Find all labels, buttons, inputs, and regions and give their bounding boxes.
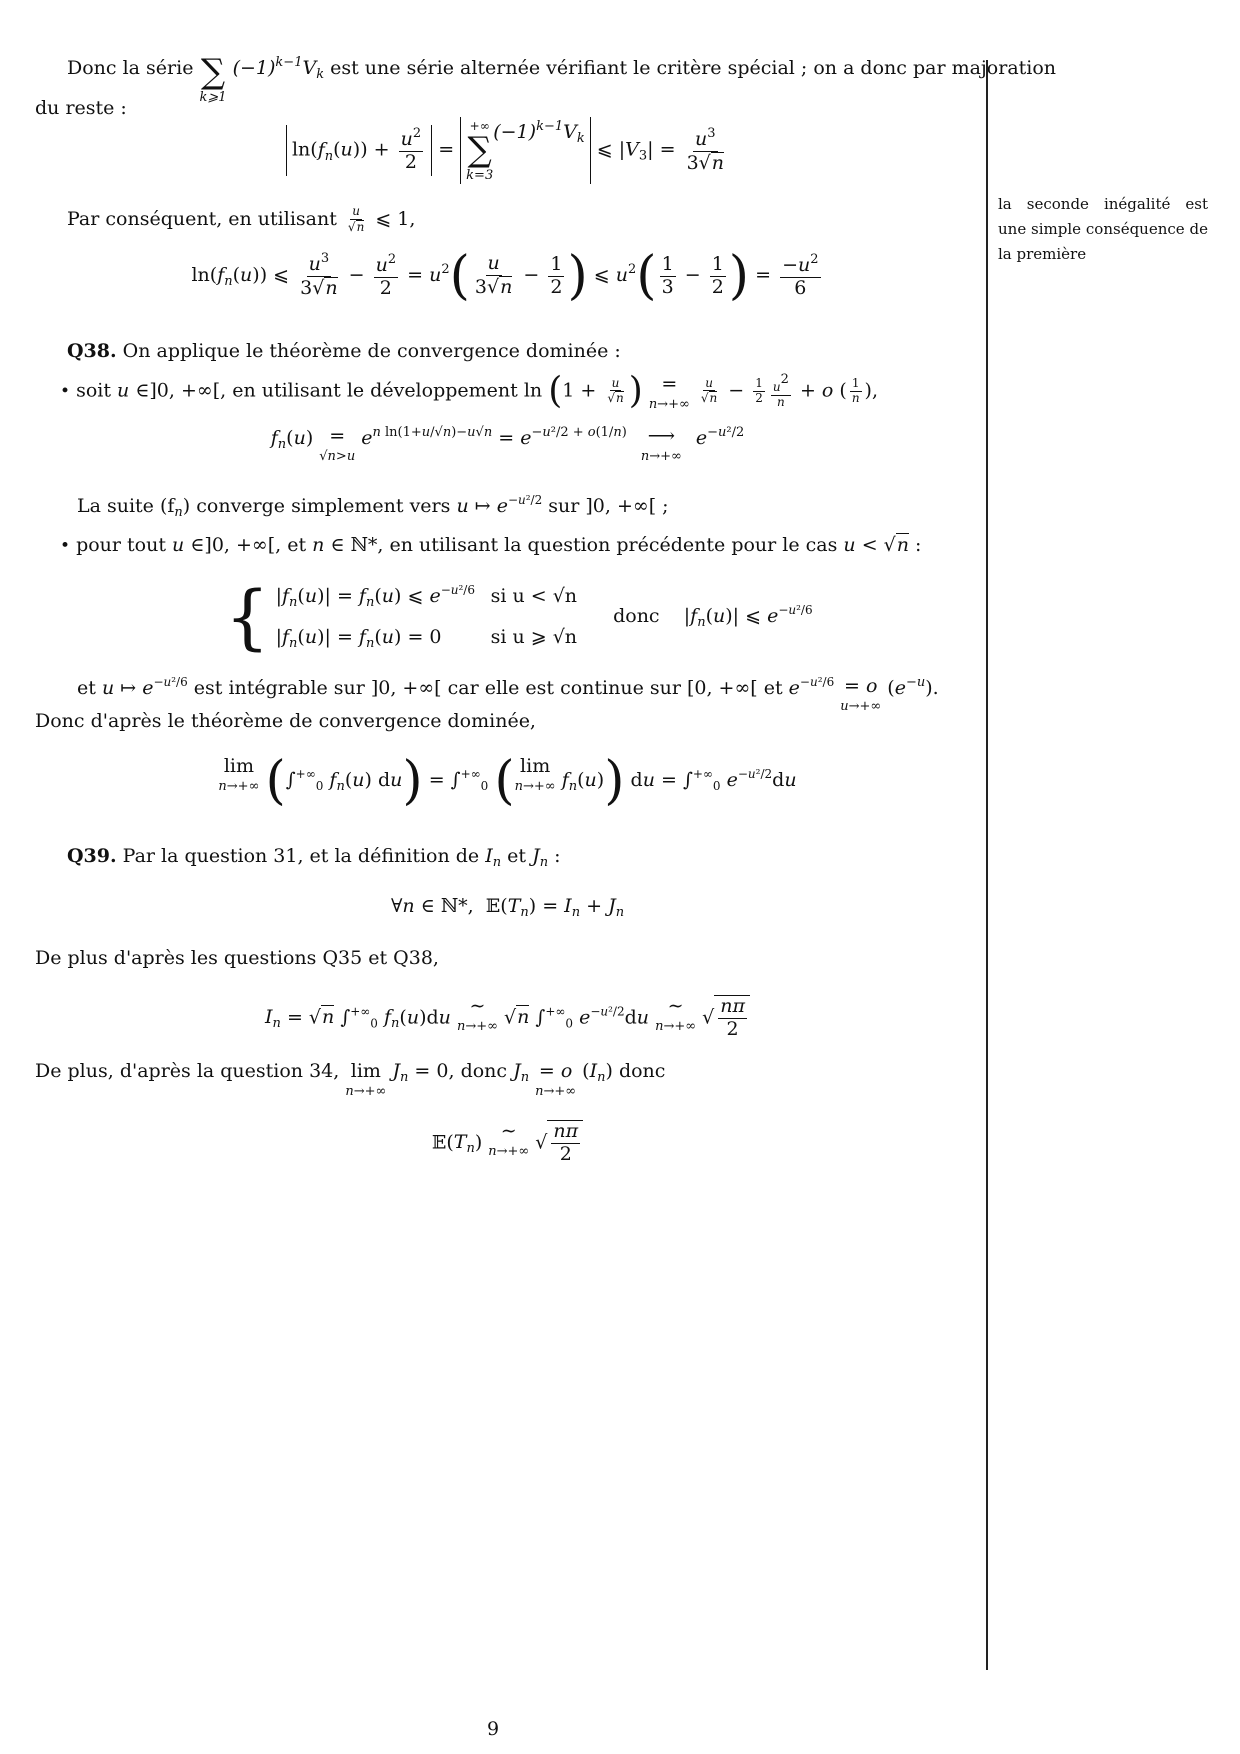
q39-and: et (507, 845, 527, 867)
donc-word: donc (613, 605, 660, 628)
q38-convergence: La suite $(f_n)$ converge simplement vers u ↦ $e^{-u^2/2}$ sur ]0, +∞[ ; (77, 493, 669, 520)
q39-intro: Par la question 31, et la définition de (122, 845, 480, 867)
q38-bullet-2: • pour tout u ∈]0, +∞[, et n ∈ ℕ*, en utilisant la question précédente pour le cas u < √n : (60, 534, 922, 556)
margin-note: la seconde inégalité est une simple conséquence de la première (998, 195, 1208, 263)
conv-text-a: La suite (f (77, 495, 175, 517)
equation-ln-bound: $\ln(f_n(u))$ ⩽ $\frac{u^3}{3√n}$ − $\frac{u^2}{2}$ = $u^2$( $\frac{u}{3√n}$ − $\frac{1}{2}$ ) ⩽ $u^2$( $\frac{1}{3}$ − $\frac{1}{2}$ ) = $\frac{-u^2}{6}$ (191, 246, 819, 306)
q38-b1-text-b: , en utilisant le développement (220, 379, 518, 402)
equation-final: $𝔼(T_n)$ ∼ n→+∞ √ $\frac{n\pi}{2}$ (35, 1120, 980, 1166)
q38-b2-text-a: pour tout (76, 534, 166, 556)
page-number: 9 (486, 1718, 500, 1740)
q38-bullet-1: • soit u ∈]0, +∞[, en utilisant le développement ln (1 + $\frac{u}{√n}$ ) = n→+∞ $\frac{u}{√n}$ − $\frac{1}{2}$ $\frac{u2}{n}$ + o ( $\frac{1}{n}$ ), (60, 370, 878, 412)
q39-heading: Q39. Par la question 31, et la définition de $I_n$ et $J_n$ : (67, 845, 561, 870)
q38-intro: On applique le théorème de convergence dominée : (122, 340, 621, 362)
q38-integrable: et u ↦ $e^{-u^2/6}$ est intégrable sur ]0, +∞[ car elle est continue sur [0, +∞[ et $e^{-u^2/6}$ = o u→+∞ $(e^{-u})$. (77, 675, 939, 714)
integrable-text-a: et (77, 677, 96, 699)
q38-heading (67, 340, 621, 363)
intro-line: Donc la série ∑ k⩾1 $(-1)^{k-1}V_k$ est une série alternée vérifiant le critère spécial ; on a donc par majoration (67, 52, 1057, 105)
equation-In-equivalent: $I_n = √n$ $\int^{+\infty}_0$ $f_n(u)du$ ∼ n→+∞ √n $\int^{+\infty}_0$ $e^{-u^2/2}du$ ∼ n→+∞ √ $\frac{n\pi}{2}$ (35, 995, 980, 1041)
equation-expectation: ∀n ∈ ℕ*, $𝔼(T_n) = I_n + J_n$ (390, 895, 625, 920)
q38-conclusion: Donc d'après le théorème de convergence dominée, (35, 710, 536, 732)
q39-more2-b: , donc (448, 1060, 508, 1082)
sum-symbol: ∑ k⩾1 (199, 52, 227, 105)
intro-line-2: du reste : (35, 97, 127, 119)
conv-text-b: ) converge simplement vers (182, 495, 451, 517)
integrable-text-b: est intégrable sur ]0, +∞[ car elle est continue sur [0, +∞[ et (193, 677, 783, 699)
consequent-text: Par conséquent, en utilisant (67, 207, 337, 230)
equation-remainder: $\ln(f_n(u))$ + $\frac{u^2}{2}$ = +∞ ∑ k=3 $(-1)^{k-1}V_k$ ⩽ $|V_3|$ = $\frac{u^3}{3√n}$ (35, 117, 980, 184)
q39-label: Q39. (67, 845, 117, 867)
case-2-condition: si u ⩾ √n (490, 626, 578, 648)
q39-more-1: De plus d'après les questions Q35 et Q38, (35, 947, 439, 969)
equation-dominated-convergence: lim n→+∞ ($\int^{+\infty}_0$ $f_n(u) du) = \int^{+\infty}_0$ ( lim n→+∞ $f_n(u)$) du = $\int^{+\infty}_0$ $e^{-u^2/2}du$ (218, 751, 797, 811)
case-1-condition: si u < √n (490, 585, 578, 607)
q39-more2-c: donc (618, 1060, 666, 1082)
conv-text-c: sur ]0, +∞[ ; (548, 495, 669, 517)
consequent-line: Par conséquent, en utilisant $\frac{u}{√n}$ ⩽ 1, (67, 204, 416, 234)
q38-b1-text-a: soit (76, 379, 111, 402)
q39-more-2: De plus, d'après la question 34, lim n→+∞ $J_n = 0$, donc $J_n$ = o n→+∞ $(I_n)$ donc (35, 1060, 666, 1099)
q39-more2-a: De plus, d'après la question 34, (35, 1060, 340, 1082)
equation-fn-limit: $f_n(u)$ = √n>u $e^{n ln(1+u/√n)-u√n} = e^{-u^2/2 + o(1/n)}$ ⟶ n→+∞ $e^{-u^2/2}$ (270, 425, 745, 464)
cases-block: { $|f_n(u)| = f_n(u)$ ⩽ $e^{-u^2/6}$ si u < √n $|f_n(u)| = f_n(u) = 0$ si u ⩾ √n donc $|f_n(u)|$ ⩽ $e^{-u^2/6}$ (225, 576, 813, 658)
intro-text-b: est une série alternée vérifiant le critère spécial ; on a donc par majoration (330, 57, 1057, 79)
q38-label: Q38. (67, 340, 117, 362)
q38-b2-text-c: , en utilisant la question précédente pour le cas (377, 534, 838, 556)
q38-b2-text-b: , et (275, 534, 307, 556)
margin-rule (986, 60, 988, 1670)
intro-text-a: Donc la série (67, 57, 194, 79)
